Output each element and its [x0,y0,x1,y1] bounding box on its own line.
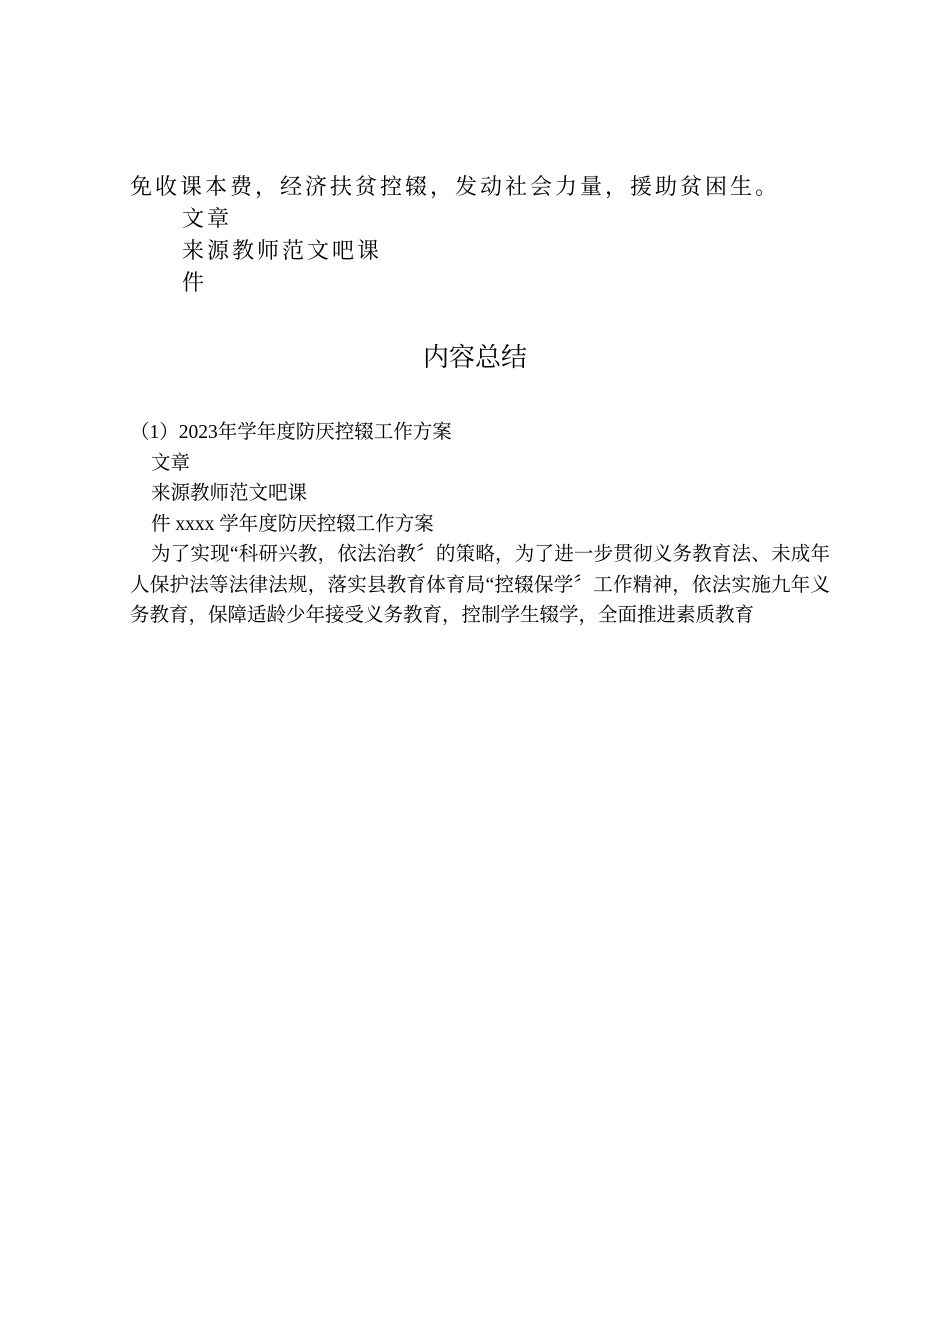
top-text-line-4: 件 [182,271,208,296]
summary-line-3: 来源教师范文吧课 [151,483,308,504]
summary-line-4: 件 xxxx 学年度防厌控辍工作方案 [151,513,434,535]
top-text-block [130,172,830,300]
summary-line-1: （1）2023年学年度防厌控辍工作方案 [130,422,452,443]
summary-block [130,418,830,632]
summary-line-2: 文章 [151,452,191,474]
top-text-line-2: 文章 [182,207,233,232]
top-text-line-1: 免收课本费，经济扶贫控辍，发动社会力量，援助贫困生。 [130,175,781,200]
top-text-line-3: 来源教师范文吧课 [182,239,383,264]
summary-paragraph: 为了实现“科研兴教，依法治教〞的策略，为了进一步贯彻义务教育法、未成年人保护法等法律法规，落实县教育体育局“控辍保学〞工作精神，依法实施九年义务教育，保障适龄少年接受义务教育，控制学生辍学，全面推进素质教育 [130,544,830,626]
section-title: 内容总结 [422,343,527,373]
